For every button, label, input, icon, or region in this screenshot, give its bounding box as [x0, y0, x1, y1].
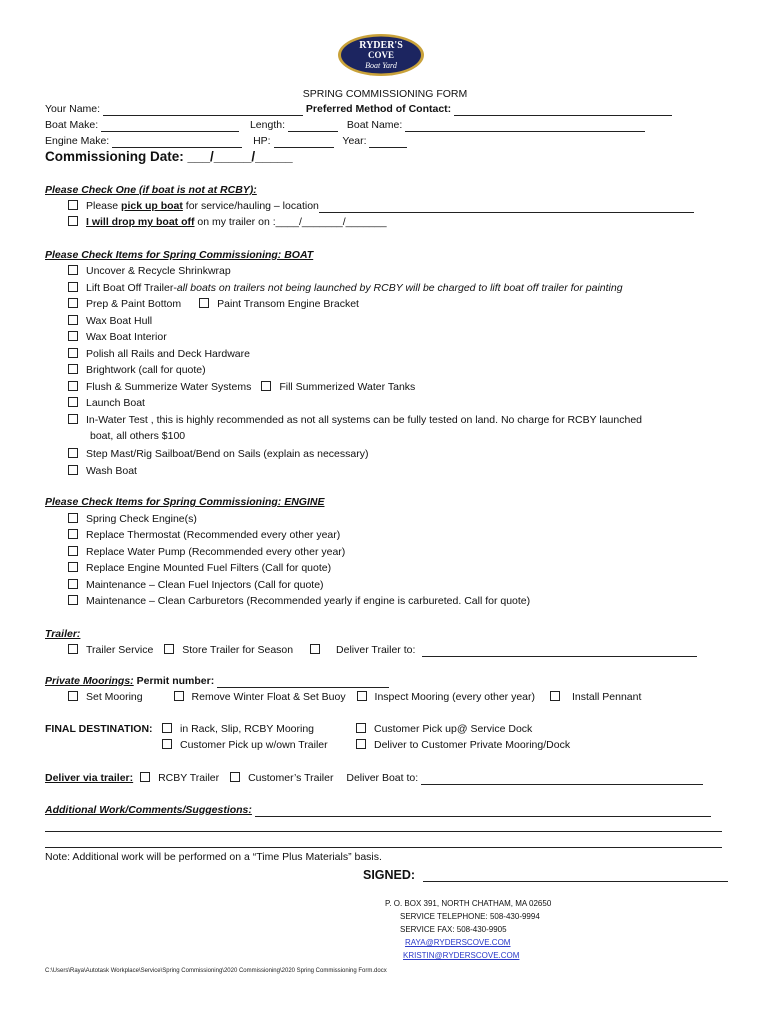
- boat-name-field[interactable]: [405, 120, 645, 132]
- additional-field-2[interactable]: [45, 831, 722, 832]
- paint-transom-checkbox[interactable]: [199, 298, 209, 308]
- pickup-dock-checkbox[interactable]: [356, 723, 366, 733]
- boat-item-11: Step Mast/Rig Sailboat/Bend on Sails (explain as necessary): [68, 447, 368, 461]
- boat-item-2: Lift Boat Off Trailer-all boats on trailers not being launched by RCBY will be charged to lift boat off trailer for painting: [68, 281, 623, 295]
- dropoff-checkbox[interactable]: [68, 216, 78, 226]
- file-path: C:\Users\Raya\Autotask Workplace\Service\Spring Commissioning\2020 Commissioning\2020 Spring Commissioning Form.docx: [45, 968, 387, 974]
- logo-line3: Boat Yard: [365, 61, 397, 70]
- your-name-label: Your Name:: [45, 103, 101, 115]
- engine-item-3: Replace Water Pump (Recommended every other year): [68, 545, 345, 559]
- engine-item-4: Replace Engine Mounted Fuel Filters (Call for quote): [68, 561, 331, 575]
- trailer-row: Trailer Service Store Trailer for Season Deliver Trailer to:: [68, 643, 697, 657]
- checkbox[interactable]: [68, 331, 78, 341]
- address: P. O. BOX 391, NORTH CHATHAM, MA 02650: [385, 899, 552, 908]
- moorings-row: Set Mooring Remove Winter Float & Set Buoy Inspect Mooring (every other year) Install Pennant: [68, 690, 641, 704]
- trailer-heading: Trailer:: [45, 628, 81, 640]
- boat-item-7: Brightwork (call for quote): [68, 363, 206, 377]
- pickup-checkbox[interactable]: [68, 200, 78, 210]
- year-label: Year:: [342, 135, 367, 147]
- boat-heading: Please Check Items for Spring Commissioning: BOAT: [45, 249, 314, 261]
- checkbox[interactable]: [68, 562, 78, 572]
- dropoff-option: I will drop my boat off on my trailer on :____/_______/_______: [68, 215, 387, 229]
- checkbox[interactable]: [68, 364, 78, 374]
- trailer-service-checkbox[interactable]: [68, 644, 78, 654]
- checkbox[interactable]: [68, 546, 78, 556]
- checkbox[interactable]: [68, 448, 78, 458]
- final-rack: in Rack, Slip, RCBY Mooring: [162, 722, 314, 736]
- final-destination-heading: FINAL DESTINATION:: [45, 723, 153, 735]
- pickup-trailer-checkbox[interactable]: [162, 739, 172, 749]
- lift-note: all boats on trailers not being launched by RCBY will be charged to lift boat off trailer for painting: [176, 282, 623, 294]
- final-pickup-trailer: Customer Pick up w/own Trailer: [162, 738, 328, 752]
- service-phone: SERVICE TELEPHONE: 508-430-9994: [400, 912, 540, 921]
- deliver-trailer-field[interactable]: [422, 645, 697, 657]
- permit-field[interactable]: [217, 676, 389, 688]
- year-field[interactable]: [369, 136, 407, 148]
- boat-item-4: Wax Boat Hull: [68, 314, 152, 328]
- your-name-row: [45, 102, 672, 116]
- customer-trailer-checkbox[interactable]: [230, 772, 240, 782]
- remove-float-checkbox[interactable]: [174, 691, 184, 701]
- boat-item-1: Uncover & Recycle Shrinkwrap: [68, 264, 231, 278]
- boat-item-6: Polish all Rails and Deck Hardware: [68, 347, 250, 361]
- boat-item-10: In-Water Test , this is highly recommended as not all systems can be fully tested on land. No charge for RCBY launched: [68, 413, 642, 427]
- engine-item-1: Spring Check Engine(s): [68, 512, 197, 526]
- commissioning-date[interactable]: Commissioning Date: ___/_____/_____: [45, 149, 293, 164]
- checkbox[interactable]: [68, 315, 78, 325]
- engine-heading: Please Check Items for Spring Commissioning: ENGINE: [45, 496, 325, 508]
- fill-tanks-checkbox[interactable]: [261, 381, 271, 391]
- signature-field[interactable]: [423, 870, 728, 882]
- deliver-private-checkbox[interactable]: [356, 739, 366, 749]
- checkbox[interactable]: [68, 529, 78, 539]
- engine-make-label: Engine Make:: [45, 135, 110, 147]
- checkbox[interactable]: [68, 298, 78, 308]
- logo-line1: RYDER'S: [359, 40, 403, 51]
- hp-label: HP:: [253, 135, 271, 147]
- checkbox[interactable]: [68, 265, 78, 275]
- checkbox[interactable]: [68, 381, 78, 391]
- preferred-contact-field[interactable]: [454, 104, 672, 116]
- checkbox[interactable]: [68, 513, 78, 523]
- engine-item-5: Maintenance – Clean Fuel Injectors (Call for quote): [68, 578, 324, 592]
- preferred-contact-label: Preferred Method of Contact:: [305, 103, 452, 115]
- deliver-via-trailer-row: Deliver via trailer: RCBY Trailer Customer’s Trailer Deliver Boat to:: [45, 771, 703, 785]
- rack-checkbox[interactable]: [162, 723, 172, 733]
- boat-make-field[interactable]: [101, 120, 239, 132]
- location-field[interactable]: [319, 201, 694, 213]
- additional-row: Additional Work/Comments/Suggestions:: [45, 803, 711, 817]
- boat-make-row: [45, 118, 645, 132]
- engine-make-row: [45, 134, 407, 148]
- checkbox[interactable]: [68, 595, 78, 605]
- rcby-trailer-checkbox[interactable]: [140, 772, 150, 782]
- email-raya-link[interactable]: RAYA@RYDERSCOVE.COM: [405, 938, 511, 947]
- logo-line2: COVE: [367, 50, 395, 60]
- checkbox[interactable]: [68, 397, 78, 407]
- signed-row: SIGNED:: [363, 868, 728, 882]
- rcby-heading: Please Check One (if boat is not at RCBY):: [45, 184, 257, 196]
- boat-item-8: Flush & Summerize Water Systems Fill Summerized Water Tanks: [68, 380, 415, 394]
- boat-name-label: Boat Name:: [346, 119, 403, 131]
- boat-item-3: Prep & Paint Bottom Paint Transom Engine Bracket: [68, 297, 359, 311]
- set-mooring-checkbox[interactable]: [68, 691, 78, 701]
- service-fax: SERVICE FAX: 508-430-9905: [400, 925, 507, 934]
- final-pickup-dock: Customer Pick up@ Service Dock: [356, 722, 532, 736]
- engine-item-2: Replace Thermostat (Recommended every other year): [68, 528, 340, 542]
- boat-item-10-cont: boat, all others $100: [90, 430, 186, 442]
- boat-item-12: Wash Boat: [68, 464, 137, 478]
- checkbox[interactable]: [68, 348, 78, 358]
- deliver-boat-field[interactable]: [421, 773, 703, 785]
- inspect-mooring-checkbox[interactable]: [357, 691, 367, 701]
- checkbox[interactable]: [68, 579, 78, 589]
- time-materials-note: Note: Additional work will be performed on a “Time Plus Materials” basis.: [45, 851, 382, 863]
- checkbox[interactable]: [68, 282, 78, 292]
- deliver-trailer-checkbox[interactable]: [310, 644, 320, 654]
- length-label: Length:: [249, 119, 286, 131]
- your-name-field[interactable]: [103, 104, 303, 116]
- checkbox[interactable]: [68, 465, 78, 475]
- length-field[interactable]: [288, 120, 338, 132]
- hp-field[interactable]: [274, 136, 334, 148]
- store-trailer-checkbox[interactable]: [164, 644, 174, 654]
- moorings-heading-row: Private Moorings: Permit number:: [45, 674, 389, 688]
- pickup-option: Please pick up boat for service/hauling – location: [68, 199, 694, 213]
- additional-field-3[interactable]: [45, 847, 722, 848]
- checkbox[interactable]: [68, 414, 78, 424]
- boat-item-5: Wax Boat Interior: [68, 330, 167, 344]
- boat-make-label: Boat Make:: [45, 119, 99, 131]
- install-pennant-checkbox[interactable]: [550, 691, 560, 701]
- ryders-cove-logo: [337, 33, 425, 77]
- boat-item-9: Launch Boat: [68, 396, 145, 410]
- additional-field-1[interactable]: [255, 805, 711, 817]
- final-deliver-private: Deliver to Customer Private Mooring/Dock: [356, 738, 570, 752]
- engine-make-field[interactable]: [112, 136, 242, 148]
- form-title: SPRING COMMISSIONING FORM: [302, 88, 468, 100]
- email-kristin-link[interactable]: KRISTIN@RYDERSCOVE.COM: [403, 951, 520, 960]
- engine-item-6: Maintenance – Clean Carburetors (Recommended yearly if engine is carbureted. Call for quote): [68, 594, 530, 608]
